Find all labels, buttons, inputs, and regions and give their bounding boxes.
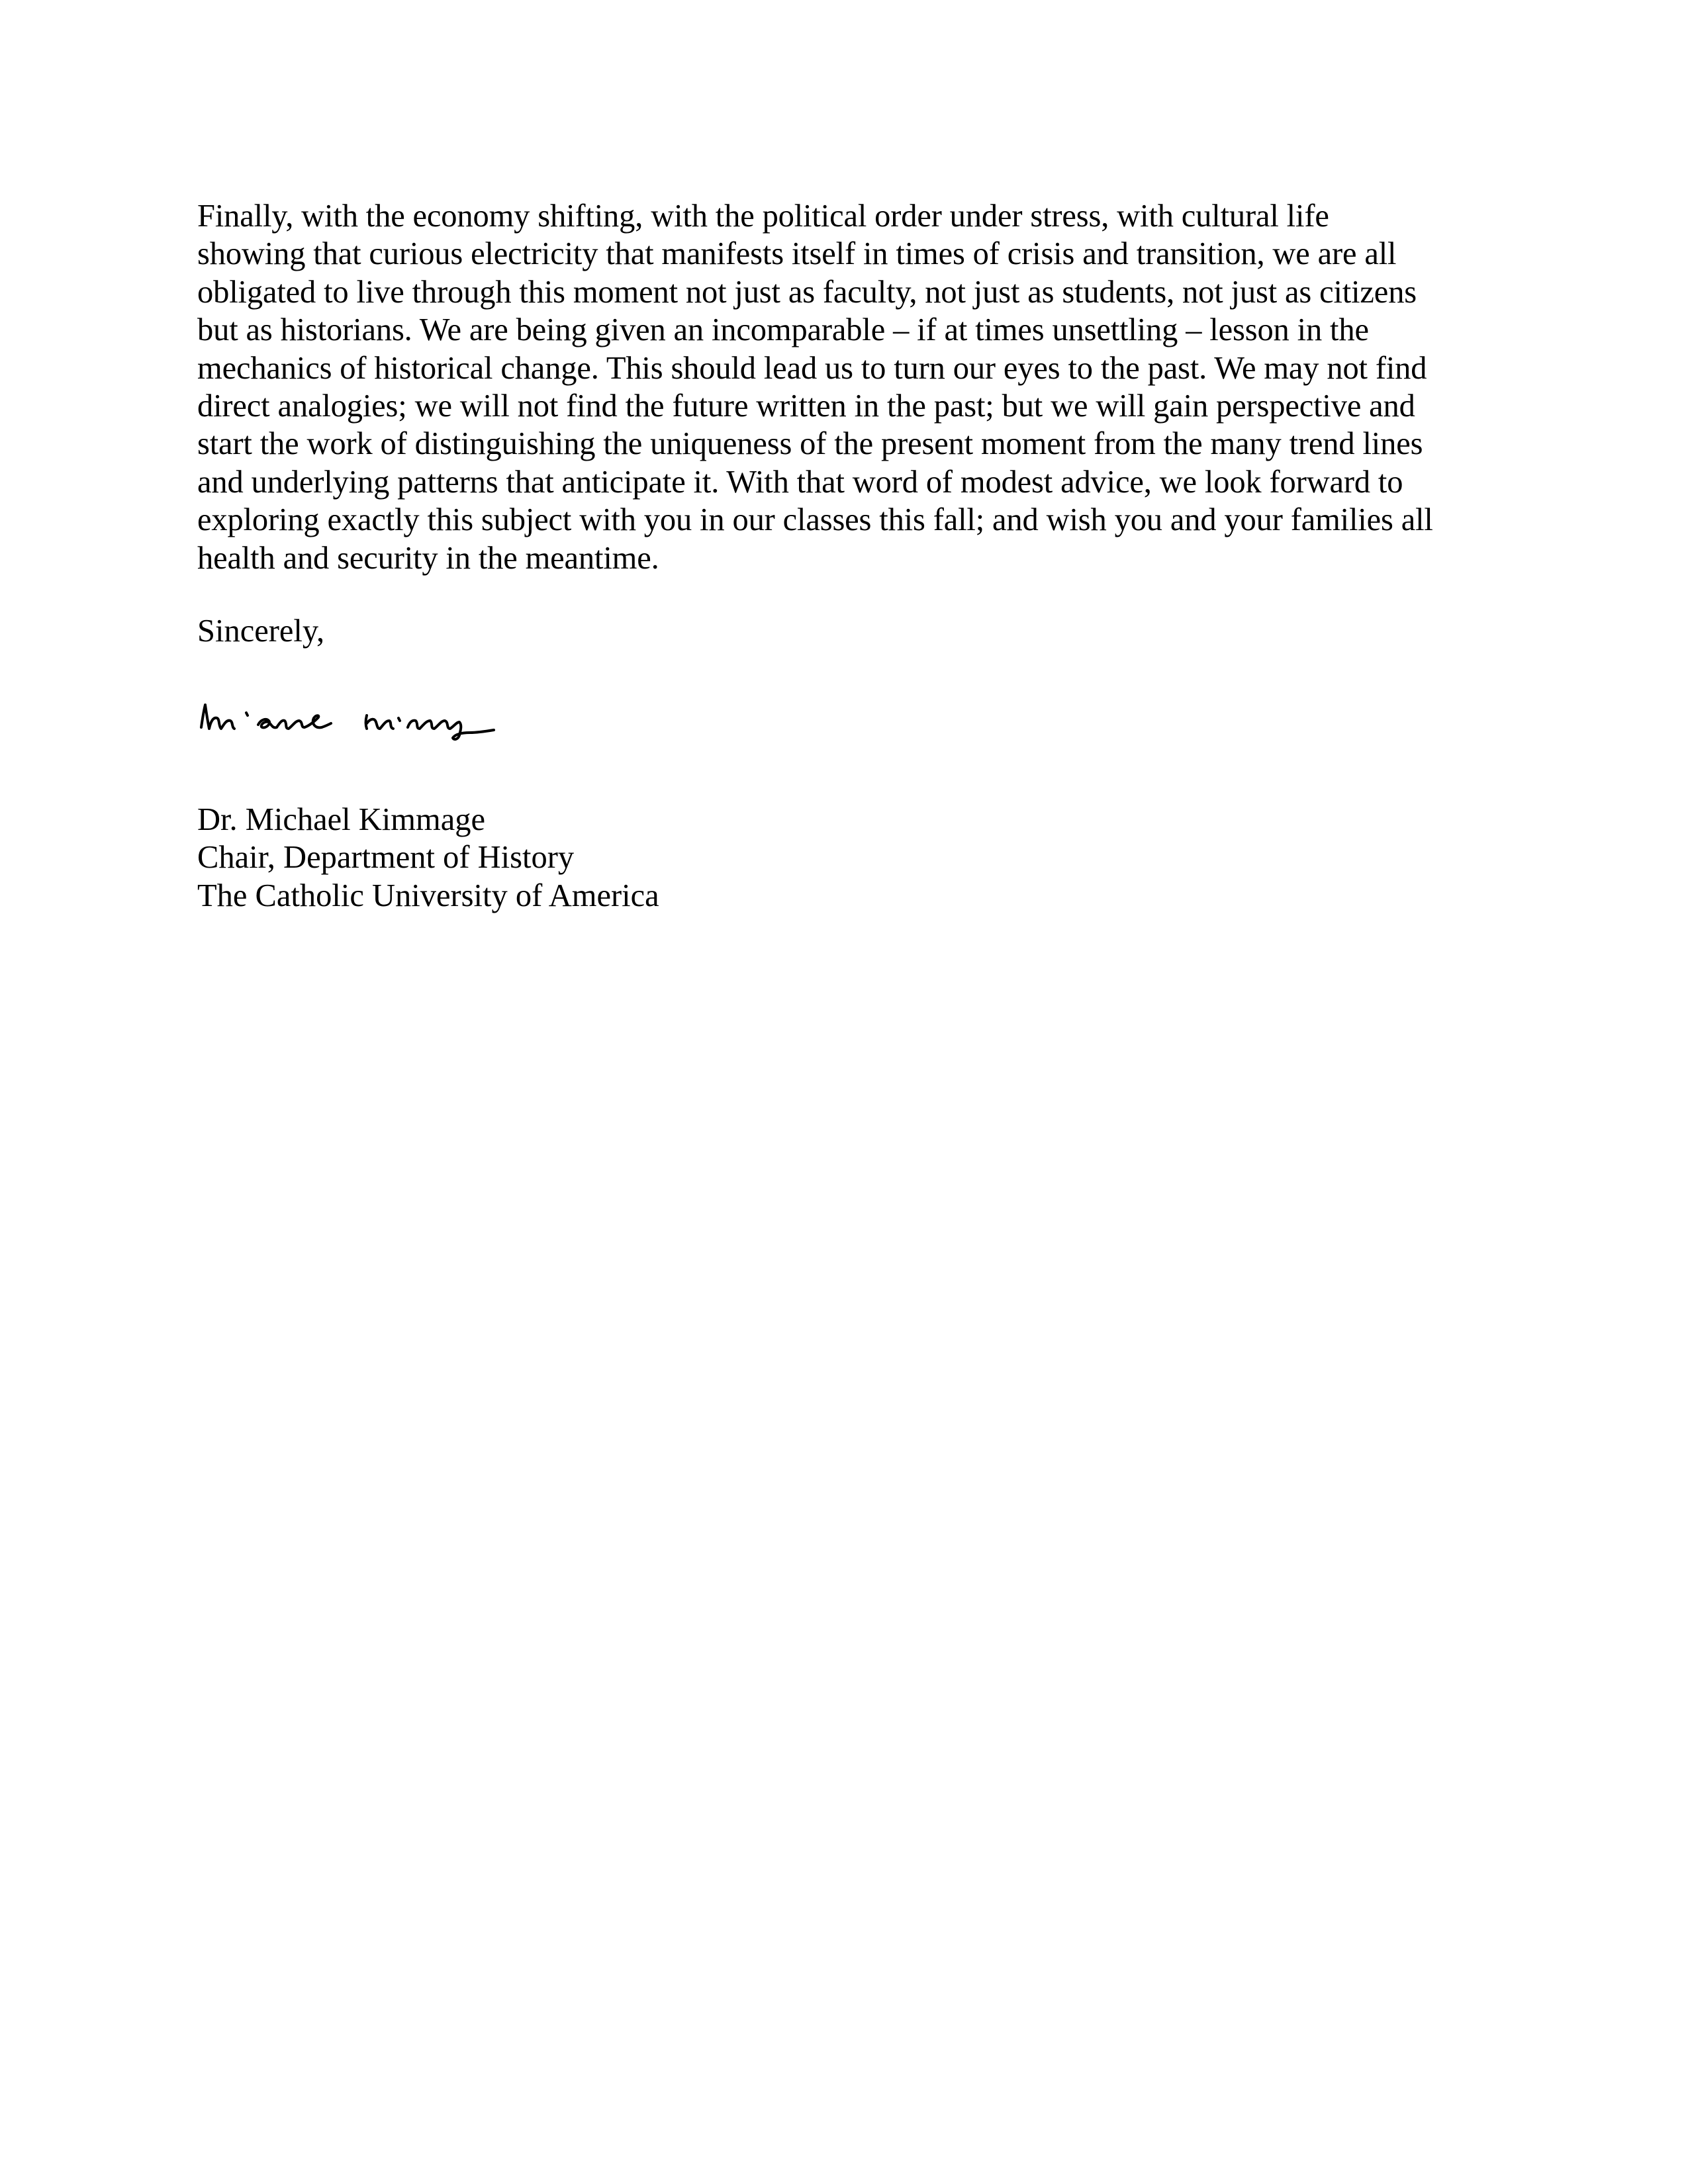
body-line: start the work of distinguishing the uniqueness of the present moment from the many trend lines <box>197 426 1423 462</box>
body-line: direct analogies; we will not find the future written in the past; but we will gain perspective and <box>197 388 1415 424</box>
body-line: obligated to live through this moment not just as faculty, not just as students, not just as citizens <box>197 274 1417 310</box>
signatory-institution: The Catholic University of America <box>197 878 659 913</box>
letter-body-paragraph <box>197 197 1488 577</box>
body-line: Finally, with the economy shifting, with the political order under stress, with cultural life <box>197 199 1329 234</box>
body-line: but as historians. We are being given an incomparable – if at times unsettling – lesson in the <box>197 312 1369 348</box>
signatory-title: Chair, Department of History <box>197 840 575 876</box>
body-line: exploring exactly this subject with you in our classes this fall; and wish you and your families all <box>197 502 1433 538</box>
body-line: mechanics of historical change. This should lead us to turn our eyes to the past. We may not find <box>197 350 1427 386</box>
body-line: and underlying patterns that anticipate it. With that word of modest advice, we look forward to <box>197 464 1403 500</box>
signature-icon <box>197 698 508 745</box>
signatory-name: Dr. Michael Kimmage <box>197 802 486 837</box>
body-line: showing that curious electricity that manifests itself in times of crisis and transition, we are all <box>197 236 1397 272</box>
signature-block <box>197 801 659 915</box>
letter-closing: Sincerely, <box>197 614 325 649</box>
body-line: health and security in the meantime. <box>197 540 659 576</box>
handwritten-signature <box>197 698 508 745</box>
